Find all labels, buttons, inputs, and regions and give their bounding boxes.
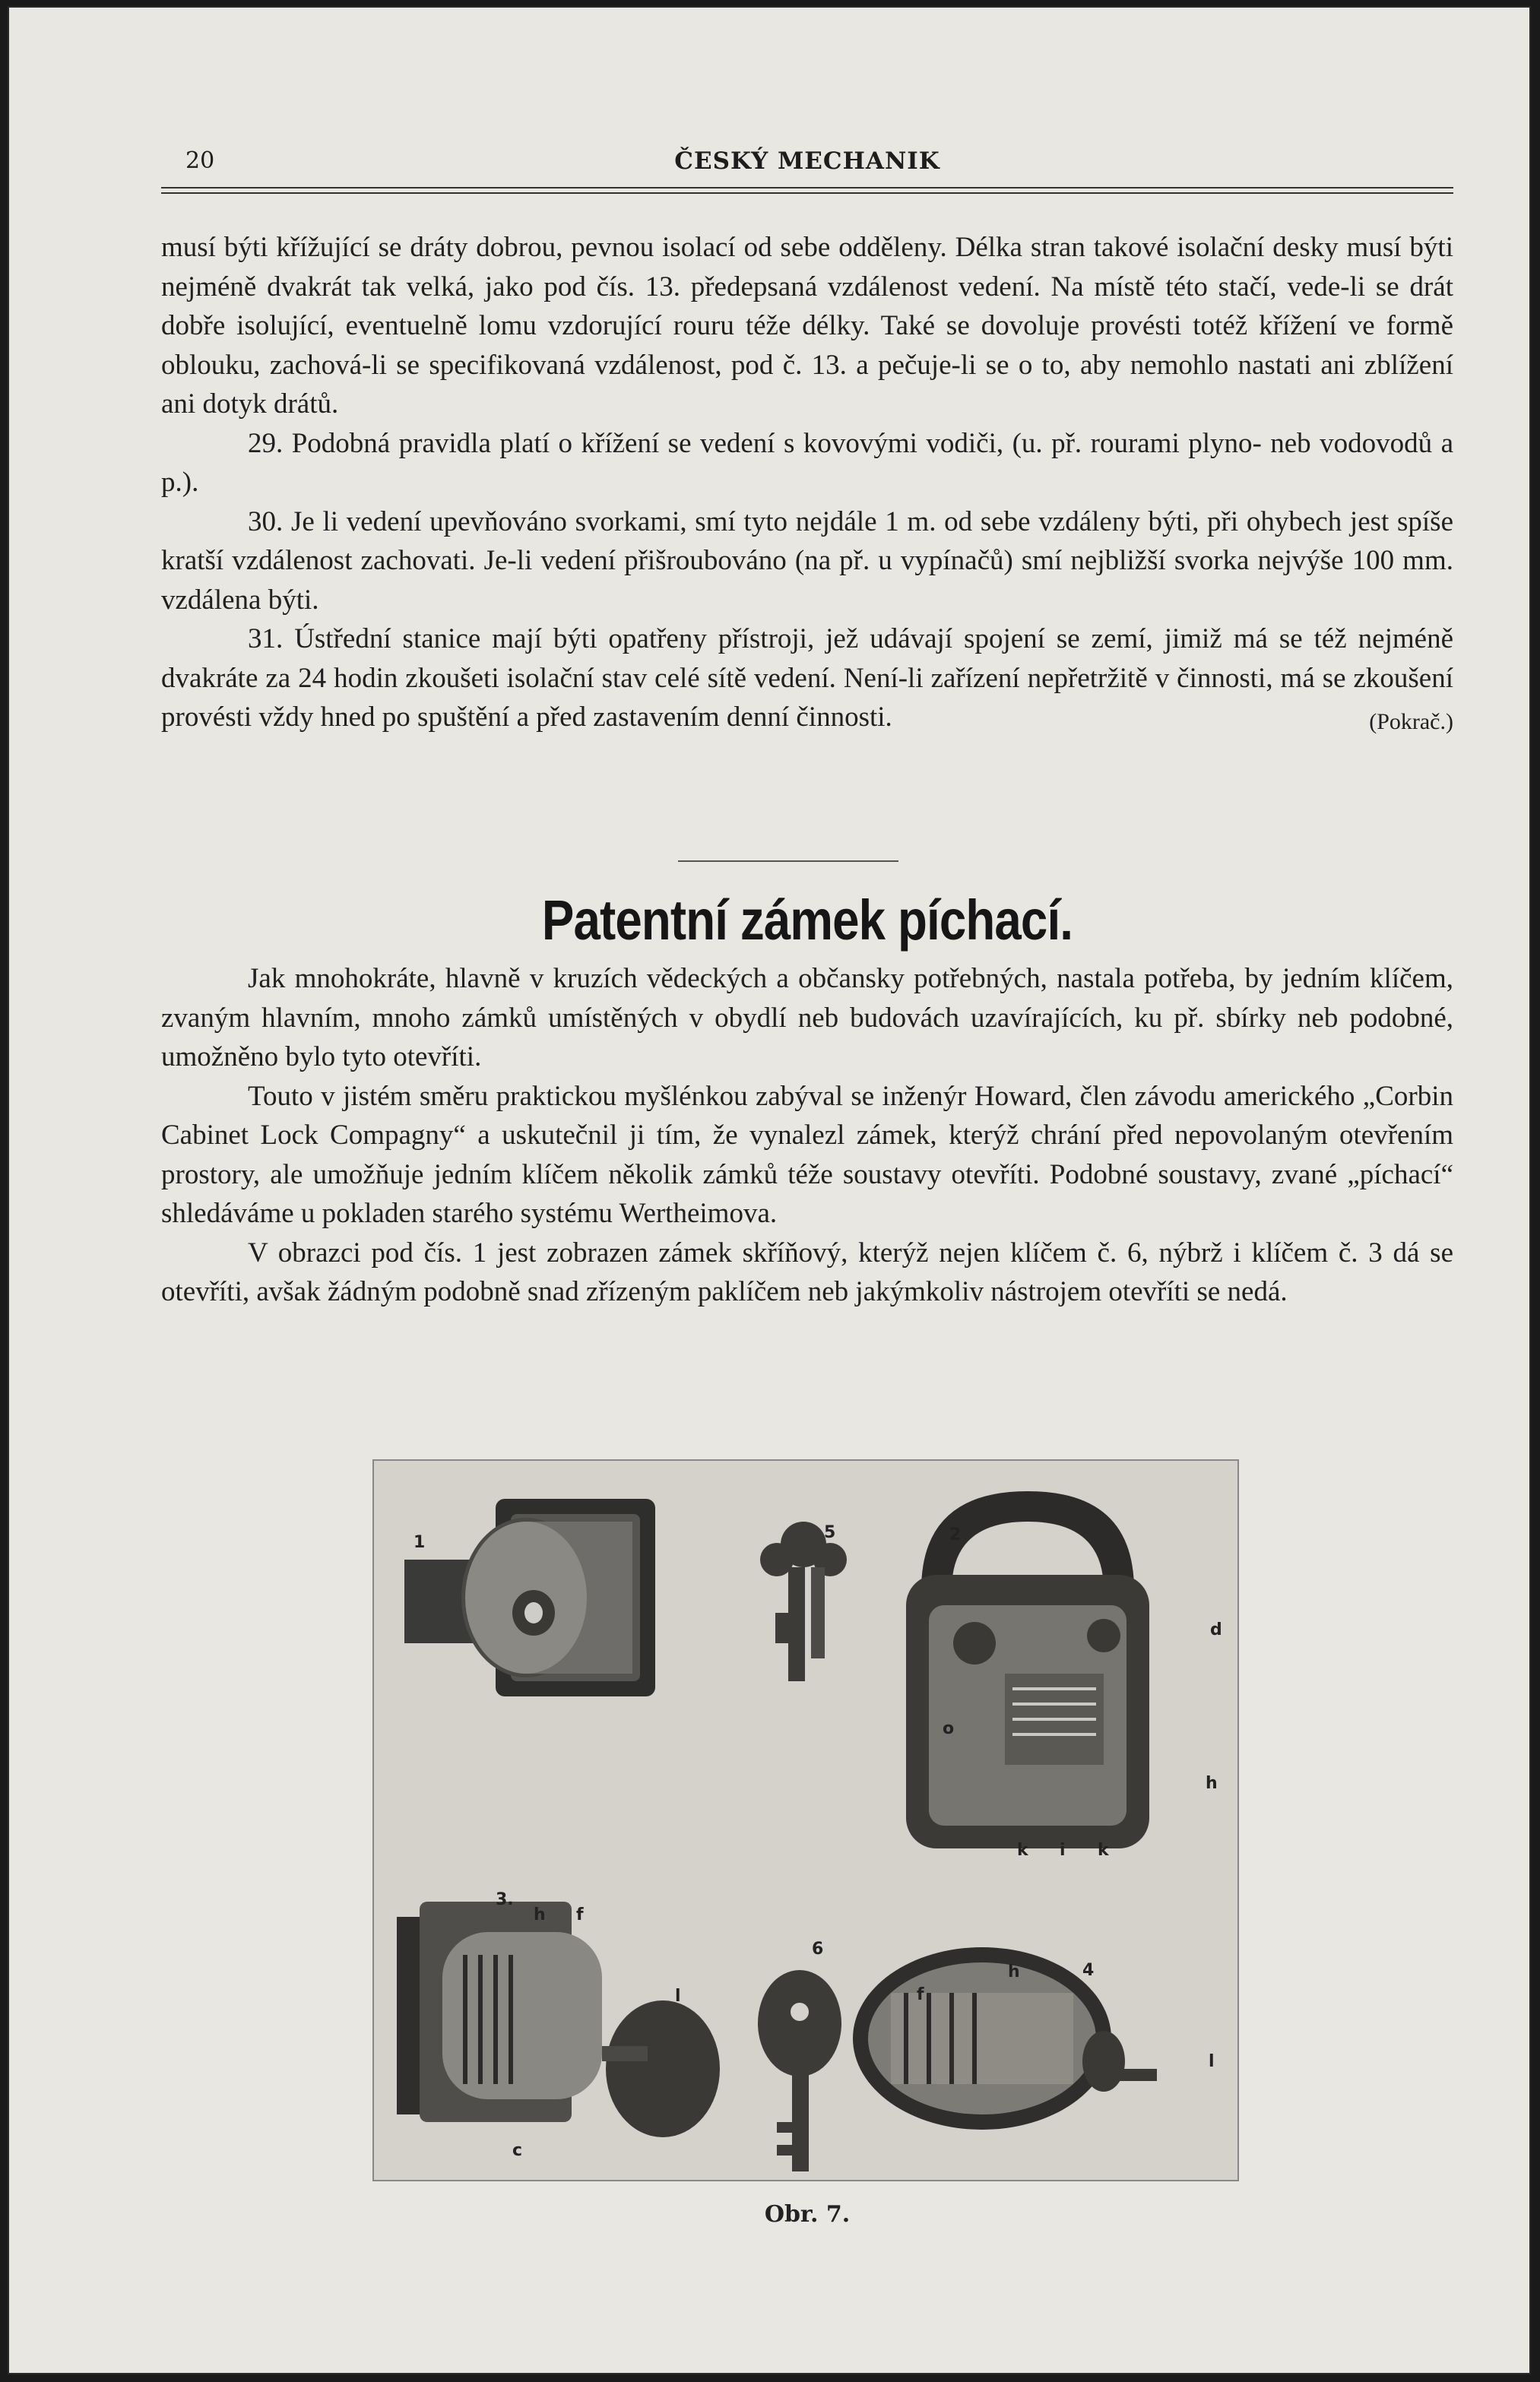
article-title: Patentní zámek píchací.	[541, 888, 1073, 952]
page	[8, 6, 1531, 2374]
figure-label-3: 3.	[496, 1890, 514, 1909]
figure-label-h-right: h	[1206, 1774, 1218, 1793]
figure-label-c3: c	[512, 2141, 523, 2160]
header-rule	[161, 187, 1453, 188]
header-rule-double	[161, 192, 1453, 194]
figure-label-1: 1	[414, 1533, 426, 1552]
page-header	[161, 143, 1453, 181]
section-divider	[678, 860, 898, 862]
figure-label-h3: h	[534, 1905, 546, 1924]
figure-label-k-right: k	[1098, 1841, 1109, 1860]
key-figure-6	[758, 1970, 841, 2171]
cabinet-lock-figure-1	[404, 1499, 655, 1696]
figure-label-i: i	[1060, 1841, 1066, 1860]
running-title: ČESKÝ MECHANIK	[674, 147, 940, 175]
continued-note: (Pokrač.)	[1369, 709, 1453, 734]
figure-label-h4: h	[1008, 1962, 1020, 1981]
figure-label-l3: l	[675, 1987, 681, 2006]
article-paragraph-2: Touto v jistém směru praktickou myšlénkou zabýval se inženýr Howard, člen závodu amerického „Corbin Cabinet Lock Compagny“ a uskutečnil ji tím, že vynalezl zámek, kterýž chrání před nepovolaným otevřením prostory, ale umožňuje jedním klíčem několik zámků téže soustavy otevříti. Podobné soustavy, zvané „píchací“ shledáváme u pokladen starého systému Wertheimova.	[161, 1080, 1453, 1229]
article-paragraph-1: Jak mnohokráte, hlavně v kruzích vědeckých a občansky potřebných, nastala potřeba, by jedním klíčem, zvaným hlavním, mnoho zámků umístěných v obydlí neb budovách uzavírajících, ku př. sbírky neb podobné, umožněno bylo tyto otevříti.	[161, 963, 1453, 1072]
lock-illustration-drawing	[374, 1461, 1237, 2180]
figure-label-6: 6	[812, 1940, 824, 1959]
article-body	[161, 959, 1453, 1312]
figure-label-5: 5	[824, 1523, 836, 1542]
figure-label-f3: f	[576, 1905, 584, 1924]
paragraph: musí býti křížující se dráty dobrou, pevnou isolací od sebe odděleny. Délka stran takové isolační desky musí býti nejméně dvakrát tak velká, jako pod čís. 13. předepsaná vzdálenost vedení. Na místě této stačí, vede-li se drát dobře isolující, eventuelně lomu vzdorující rouru téže délky. Také se dovoluje provésti totéž křížení ve formě oblouku, zachová-li se specifikovaná vzdálenost, pod č. 13. a pečuje-li se o to, aby nemohlo nastati ani zblížení ani dotyk drátů.	[161, 232, 1453, 420]
lock-illustration	[372, 1459, 1239, 2181]
paragraph-31-text: 31. Ústřední stanice mají býti opatřeny přístroji, jež udávají spojení se zemí, jimiž má se též nejméně dvakráte za 24 hodin zkoušeti isolační stav celé sítě vedení. Není-li zařízení nepřetržitě v činnosti, má se zkoušení provésti vždy hned po spuštění a před zastavením denní činnosti.	[161, 623, 1453, 733]
figure-label-4: 4	[1082, 1961, 1095, 1980]
paragraph-30: 30. Je li vedení upevňováno svorkami, smí tyto nejdále 1 m. od sebe vzdáleny býti, při ohybech jest spíše kratší vzdálenost zachovati. Je-li vedení přišroubováno (na př. u vypínačů) smí nejbližší svorka nejvýše 100 mm. vzdálena býti.	[161, 505, 1453, 616]
paragraph-29: 29. Podobná pravidla platí o křížení se vedení s kovovými vodiči, (u. př. rourami plyno- neb vodovodů a p.).	[161, 427, 1453, 498]
key-figure-5	[760, 1522, 847, 1681]
figure-label-2: 2	[949, 1525, 962, 1544]
figure-label-o: o	[943, 1719, 955, 1738]
paragraph-31	[161, 619, 1453, 737]
padlock-figure-2	[906, 1491, 1149, 1848]
figure-caption: Obr. 7.	[764, 2201, 851, 2228]
figure-label-d: d	[1210, 1620, 1222, 1639]
article-paragraph-3: V obrazci pod čís. 1 jest zobrazen zámek skříňový, kterýž nejen klíčem č. 6, nýbrž i klíčem č. 3 dá se otevříti, avšak žádným podobně snad zřízeným paklíčem neb jakýmkoliv nástrojem otevříti se nedá.	[161, 1237, 1453, 1307]
page-number: 20	[185, 147, 215, 174]
continued-article	[161, 228, 1453, 742]
rim-lock-figure-3	[397, 1902, 720, 2137]
figure-label-k-left: k	[1017, 1841, 1028, 1860]
figure-label-l4: l	[1209, 2052, 1215, 2071]
figure-label-f4: f	[917, 1985, 924, 2004]
drum-lock-figure-4	[853, 1947, 1157, 2130]
